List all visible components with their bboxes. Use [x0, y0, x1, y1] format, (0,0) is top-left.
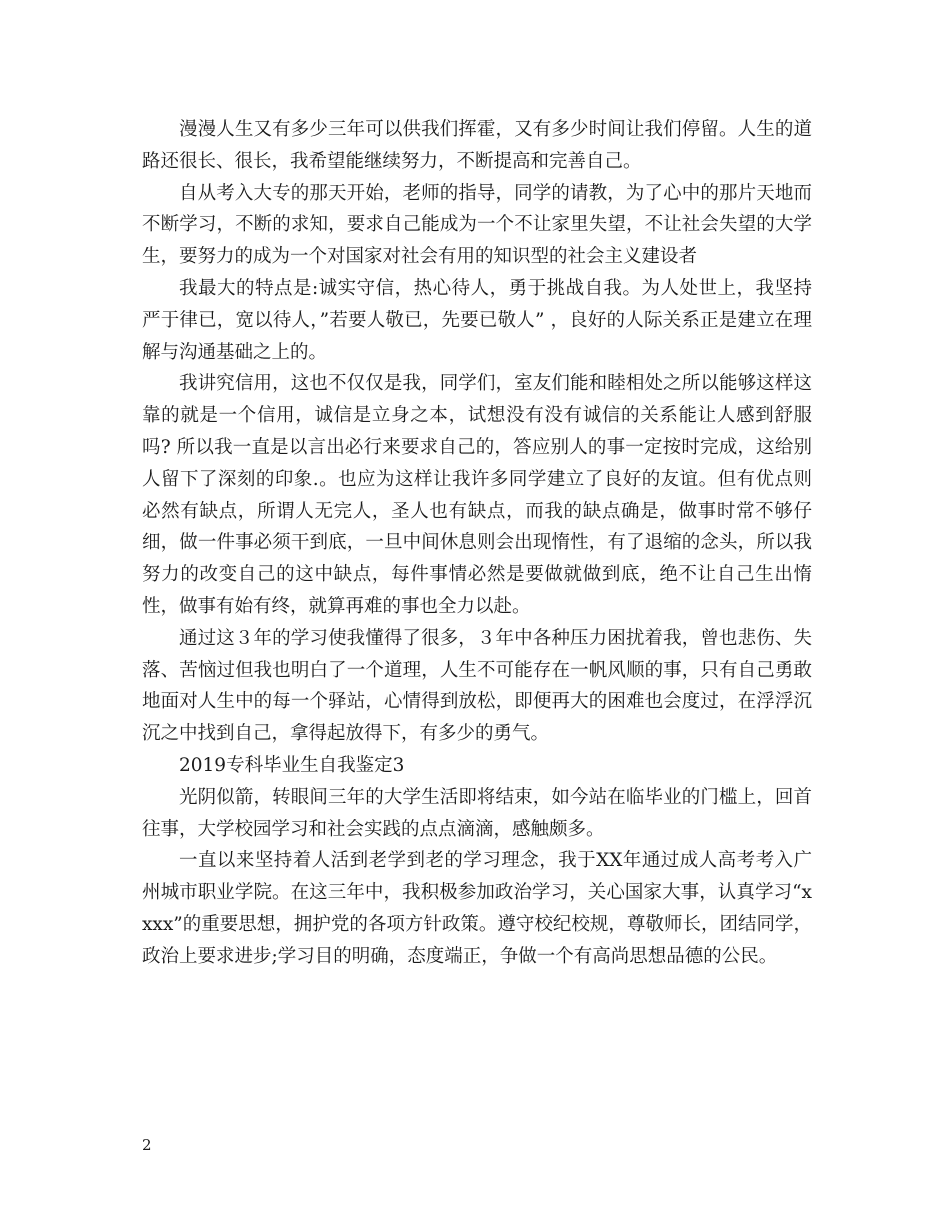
page-number: 2: [142, 1136, 152, 1154]
paragraph-5: 通过这３年的学习使我懂得了很多，３年中各种压力困扰着我，曾也悲伤、失落、苦恼过但我也明白了一个道理，人生不可能存在一帆风顺的事，只有自己勇敢地面对人生中的每一个驿站，心情得到放松，即便再大的困难也会度过，在浮浮沉沉之中找到自己，拿得起放得下，有多少的勇气。: [142, 627, 812, 745]
paragraph-2: 自从考入大专的那天开始，老师的指导，同学的请教，为了心中的那片天地而不断学习，不断的求知，要求自己能成为一个不让家里失望，不让社会失望的大学生，要努力的成为一个对国家对社会有用的知识型的社会主义建设者: [142, 182, 812, 268]
paragraph-7: 光阴似箭，转眼间三年的大学生活即将结束，如今站在临毕业的门槛上，回首往事，大学校园学习和社会实践的点点滴滴，感触颇多。: [142, 786, 812, 840]
paragraph-8: 一直以来坚持着人活到老学到老的学习理念，我于XX年通过成人高考考入广州城市职业学院。在这三年中，我积极参加政治学习，关心国家大事，认真学习“xxxx”的重要思想，拥护党的各项方针政策。遵守校纪校规，尊敬师长，团结同学，政治上要求进步;学习目的明确，态度端正，争做一个有高尚思想品德的公民。: [142, 850, 812, 967]
paragraph-4: 我讲究信用，这也不仅仅是我，同学们，室友们能和睦相处之所以能够这样这靠的就是一个信用，诚信是立身之本，试想没有没有诚信的关系能让人感到舒服吗? 所以我一直是以言出必行来要求自己的，答应别人的事一定按时完成，这给别人留下了深刻的印象.。也应为这样让我许多同学建立了良好的友谊。但有优点则必然有缺点，所谓人无完人，圣人也有缺点，而我的缺点确是，做事时常不够仔细，做一件事必须干到底，一旦中间休息则会出现惰性，有了退缩的念头，所以我努力的改变自己的这中缺点，每件事情必然是要做就做到底，绝不让自己生出惰性，做事有始有终，就算再难的事也全力以赴。: [142, 373, 812, 617]
section-heading: 2019专科毕业生自我鉴定3: [179, 754, 405, 776]
paragraph-3: 我最大的特点是:诚实守信，热心待人，勇于挑战自我。为人处世上，我坚持严于律已，宽以待人，”若要人敬已，先要已敬人” ，良好的人际关系正是建立在理解与沟通基础之上的。: [142, 277, 812, 363]
paragraph-1: 漫漫人生又有多少三年可以供我们挥霍，又有多少时间让我们停留。人生的道路还很长、很长，我希望能继续努力，不断提高和完善自己。: [142, 119, 812, 172]
document-body: [142, 114, 812, 973]
